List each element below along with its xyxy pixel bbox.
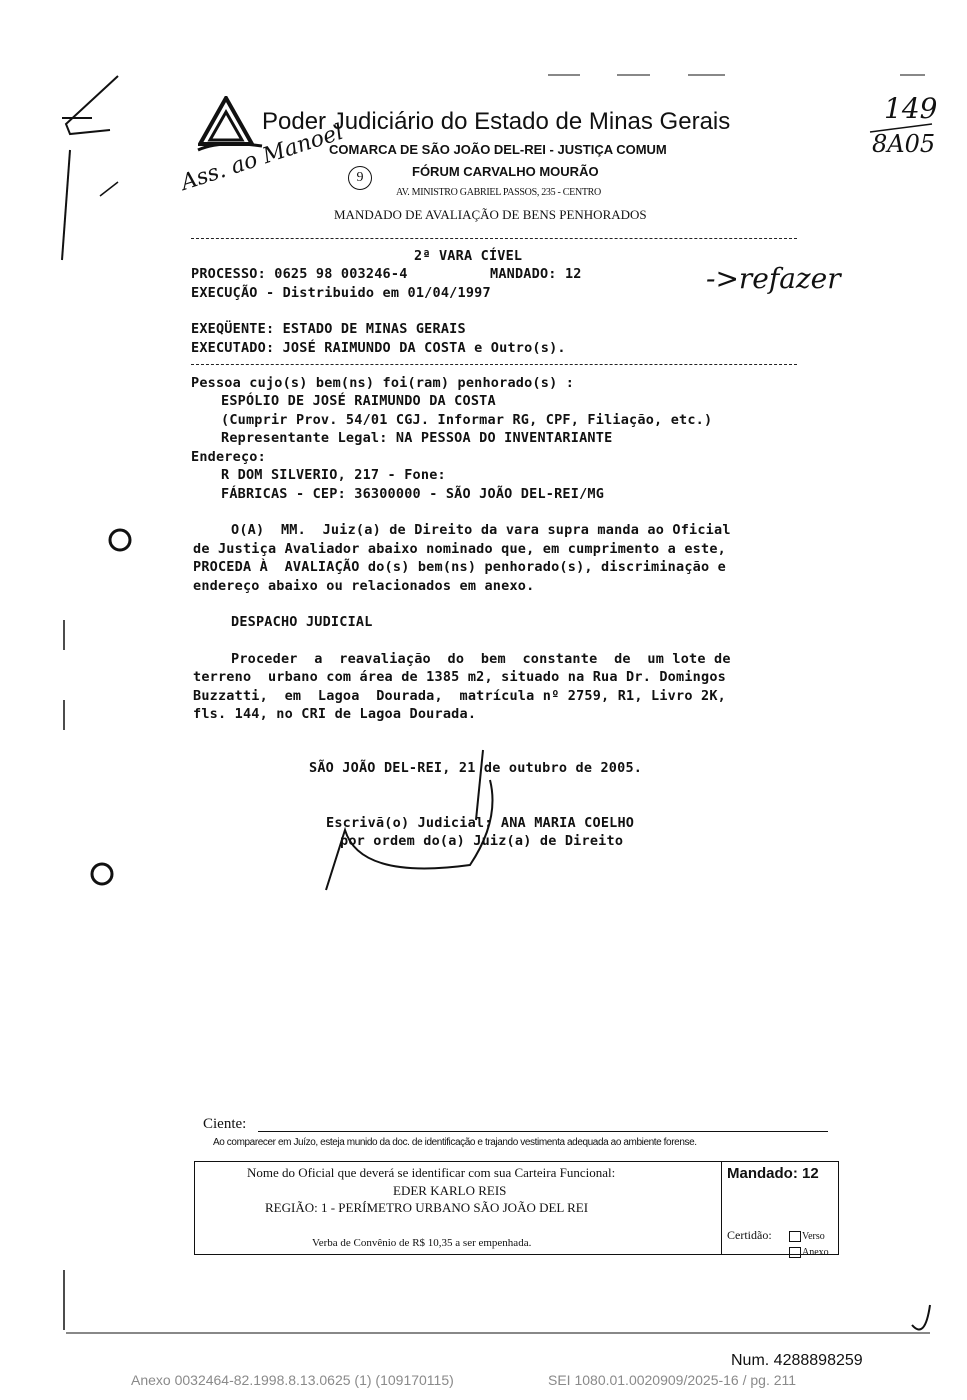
marginal-code: 8A05 <box>872 130 936 158</box>
exequente: EXEQÜENTE: ESTADO DE MINAS GERAIS <box>191 321 466 337</box>
court-emblem-icon <box>198 96 254 148</box>
handwritten-note-top-left: Ass. ao Manoel <box>178 119 347 196</box>
circled-number: 9 <box>348 166 372 190</box>
document-title: MANDADO DE AVALIAÇÃO DE BENS PENHORADOS <box>334 207 647 222</box>
executado: EXECUTADO: JOSÉ RAIMUNDO DA COSTA e Outro(s). <box>191 340 566 356</box>
despacho-line-3: Buzzatti, em Lagoa Dourada, matrícula nº 2759, R1, Livro 2K, <box>193 688 726 704</box>
ciente-line <box>258 1131 828 1132</box>
forum-line: FÓRUM CARVALHO MOURÃO <box>412 164 599 179</box>
place-date: SÃO JOÃO DEL-REI, 21 de outubro de 2005. <box>309 760 643 776</box>
court-name: Poder Judiciário do Estado de Minas Gerais <box>262 108 731 135</box>
person-street: R DOM SILVERIO, 217 - Fone: <box>221 467 446 483</box>
document-num: Num. 4288898259 <box>731 1352 863 1369</box>
clerk-name: Escrivã(o) Judicial: ANA MARIA COELHO <box>326 815 635 831</box>
execucao: EXECUÇÃO - Distribuido em 01/04/1997 <box>191 285 491 301</box>
officer-box-divider <box>721 1161 722 1255</box>
authority-line: por ordem do(a) Juiz(a) de Direito <box>340 833 624 849</box>
despacho-line-1: Proceder a reavaliação do bem constante de um lote de <box>231 651 731 667</box>
processo: PROCESSO: 0625 98 003246-4 <box>191 266 408 282</box>
person-name: ESPÓLIO DE JOSÉ RAIMUNDO DA COSTA <box>221 393 496 409</box>
person-address-label: Endereço: <box>191 449 266 465</box>
divider-2 <box>191 364 797 365</box>
verba-line: Verba de Convênio de R$ 10,35 a ser empenhada. <box>312 1237 532 1249</box>
order-line-1: O(A) MM. Juiz(a) de Direito da vara supra manda ao Oficial <box>231 522 731 538</box>
officer-name: EDER KARLO REIS <box>393 1183 507 1198</box>
officer-intro: Nome do Oficial que deverá se identificar com sua Carteira Funcional: <box>247 1165 616 1180</box>
checkbox-anexo-label: Anexo <box>802 1247 829 1258</box>
despacho-title: DESPACHO JUDICIAL <box>231 614 373 630</box>
officer-region: REGIÃO: 1 - PERÍMETRO URBANO SÃO JOÃO DEL REI <box>265 1200 589 1215</box>
mandado-number: MANDADO: 12 <box>490 266 582 282</box>
despacho-line-2: terreno urbano com área de 1385 m2, situado na Rua Dr. Domingos <box>193 669 726 685</box>
person-instruction: (Cumprir Prov. 54/01 CGJ. Informar RG, CPF, Filiação, etc.) <box>221 412 713 428</box>
order-line-2: de Justiça Avaliador abaixo nominado que, em cumprimento a este, <box>193 541 726 557</box>
annex-reference: Anexo 0032464-82.1998.8.13.0625 (1) (109170115) <box>131 1372 454 1388</box>
order-line-3: PROCEDA À AVALIAÇÃO do(s) bem(ns) penhorado(s), discriminação e <box>193 559 726 575</box>
despacho-line-4: fls. 144, no CRI de Lagoa Dourada. <box>193 706 477 722</box>
checkbox-verso-label: Verso <box>802 1231 825 1242</box>
address-line: AV. MINISTRO GABRIEL PASSOS, 235 - CENTRO <box>396 187 601 198</box>
comarca-line: COMARCA DE SÃO JOÃO DEL-REI - JUSTIÇA COMUM <box>329 142 667 157</box>
order-line-4: endereço abaixo ou relacionados em anexo. <box>193 578 535 594</box>
page-number: 149 <box>884 92 938 125</box>
person-representative: Representante Legal: NA PESSOA DO INVENTARIANTE <box>221 430 613 446</box>
person-city: FÁBRICAS - CEP: 36300000 - SÃO JOÃO DEL-REI/MG <box>221 486 605 502</box>
sei-reference: SEI 1080.01.0020909/2025-16 / pg. 211 <box>548 1372 797 1388</box>
checkbox-anexo-box[interactable] <box>789 1247 801 1258</box>
checkbox-anexo[interactable] <box>784 1236 829 1258</box>
divider-1 <box>191 238 797 239</box>
forensic-notice: Ao comparecer em Juízo, esteja munido da doc. de identificação e trajando vestimenta adequada ao ambiente forense. <box>213 1137 697 1148</box>
ciente-label: Ciente: <box>203 1116 247 1132</box>
handwritten-refazer: ->refazer <box>706 262 841 295</box>
mandado-box-label: Mandado: 12 <box>727 1165 819 1182</box>
vara: 2ª VARA CÍVEL <box>414 248 523 264</box>
certidao-label: Certidão: <box>727 1228 772 1242</box>
person-intro: Pessoa cujo(s) bem(ns) foi(ram) penhorado(s) : <box>191 375 575 391</box>
